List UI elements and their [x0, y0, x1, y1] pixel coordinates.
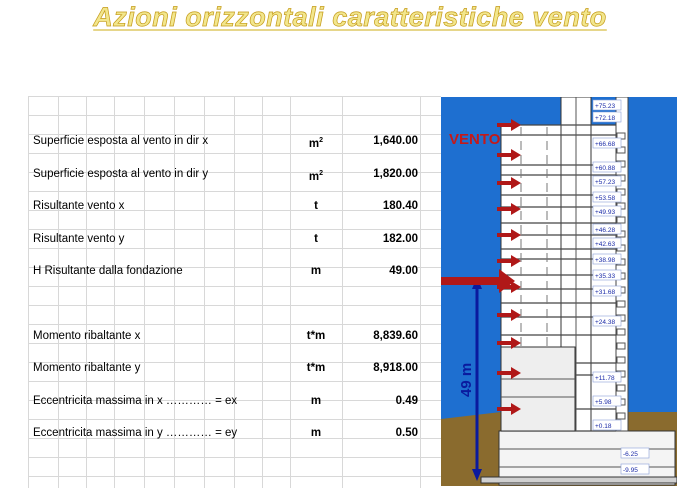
row-unit-text: m: [310, 427, 322, 439]
height-label: 49 m: [458, 362, 475, 397]
lower-wing: [501, 347, 575, 431]
row-value: 8,918.00: [373, 362, 418, 374]
table-row: [28, 327, 420, 345]
row-unit: [290, 197, 342, 215]
row-label: Momento ribaltante y: [33, 362, 141, 374]
table-row: [28, 165, 420, 183]
elevation-label: +42.63: [595, 241, 616, 248]
row-label: Momento ribaltante x: [33, 330, 141, 342]
foundation: [481, 477, 677, 483]
row-unit-text: t: [314, 200, 318, 212]
row-unit: [290, 327, 342, 345]
row-value: 1,640.00: [373, 135, 418, 147]
row-label: Risultante vento x: [33, 200, 125, 212]
row-unit: [290, 392, 342, 410]
row-unit: [290, 359, 342, 377]
table-row: [28, 132, 420, 150]
elevation-label: +38.98: [595, 257, 616, 264]
row-unit-text: t: [314, 233, 318, 245]
row-unit: [290, 262, 342, 280]
elevation-label: +35.33: [595, 273, 616, 280]
slide-title: Azioni orizzontali caratteristiche vento: [93, 2, 607, 32]
elevation-label: +49.93: [595, 209, 616, 216]
row-unit: [290, 165, 342, 186]
row-label: Risultante vento y: [33, 233, 125, 245]
wind-label: VENTO: [449, 131, 501, 148]
row-label: Eccentricita massima in y ………… = ey: [33, 427, 238, 439]
elevation-label: +57.23: [595, 179, 616, 186]
row-unit: [290, 132, 342, 153]
row-value: 0.49: [395, 395, 418, 407]
table-row: [28, 262, 420, 280]
row-label: Superficie esposta al vento in dir x: [33, 135, 209, 147]
table-row: [28, 230, 420, 248]
row-value: 180.40: [382, 200, 418, 212]
row-label: H Risultante dalla fondazione: [33, 265, 183, 277]
row-unit-text: m: [310, 395, 322, 407]
row-value: 8,839.60: [373, 330, 418, 342]
row-value: 1,820.00: [373, 168, 418, 180]
row-value: 182.00: [382, 233, 418, 245]
elevation-label: +72.18: [595, 115, 616, 122]
elevation-label: -6.25: [623, 451, 638, 458]
elevation-label: +5.98: [595, 399, 612, 406]
building-section-drawing: [441, 97, 677, 486]
elevation-label: +11.78: [595, 375, 615, 382]
elevation-label: +60.88: [595, 165, 616, 172]
table-row: [28, 197, 420, 215]
elevation-label: +46.28: [595, 227, 616, 234]
row-label: Eccentricita massima in x ………… = ex: [33, 395, 238, 407]
spreadsheet-table: [28, 96, 441, 488]
table-row: [28, 392, 420, 410]
elevation-label: +66.68: [595, 141, 616, 148]
row-unit-text: t*m: [306, 330, 326, 342]
elevation-label: +31.68: [595, 289, 616, 296]
table-row: [28, 424, 420, 442]
elevation-label: +53.58: [595, 195, 616, 202]
row-value: 49.00: [389, 265, 418, 277]
row-unit-text: m: [308, 138, 320, 150]
row-label: Superficie esposta al vento in dir y: [33, 168, 209, 180]
row-unit: [290, 424, 342, 442]
table-row: [28, 359, 420, 377]
row-unit-text: m: [308, 171, 320, 183]
elevation-label: +75.23: [595, 103, 616, 110]
row-unit: [290, 230, 342, 248]
row-unit-text: t*m: [306, 362, 326, 374]
row-value: 0.50: [395, 427, 418, 439]
elevation-label: +24.38: [595, 319, 616, 326]
elevation-label: +0.18: [595, 423, 612, 430]
row-unit-text: m: [310, 265, 322, 277]
elevation-label: -9.95: [623, 467, 638, 474]
row-unit-exponent: 2: [319, 137, 324, 144]
row-unit-exponent: 2: [319, 170, 324, 177]
